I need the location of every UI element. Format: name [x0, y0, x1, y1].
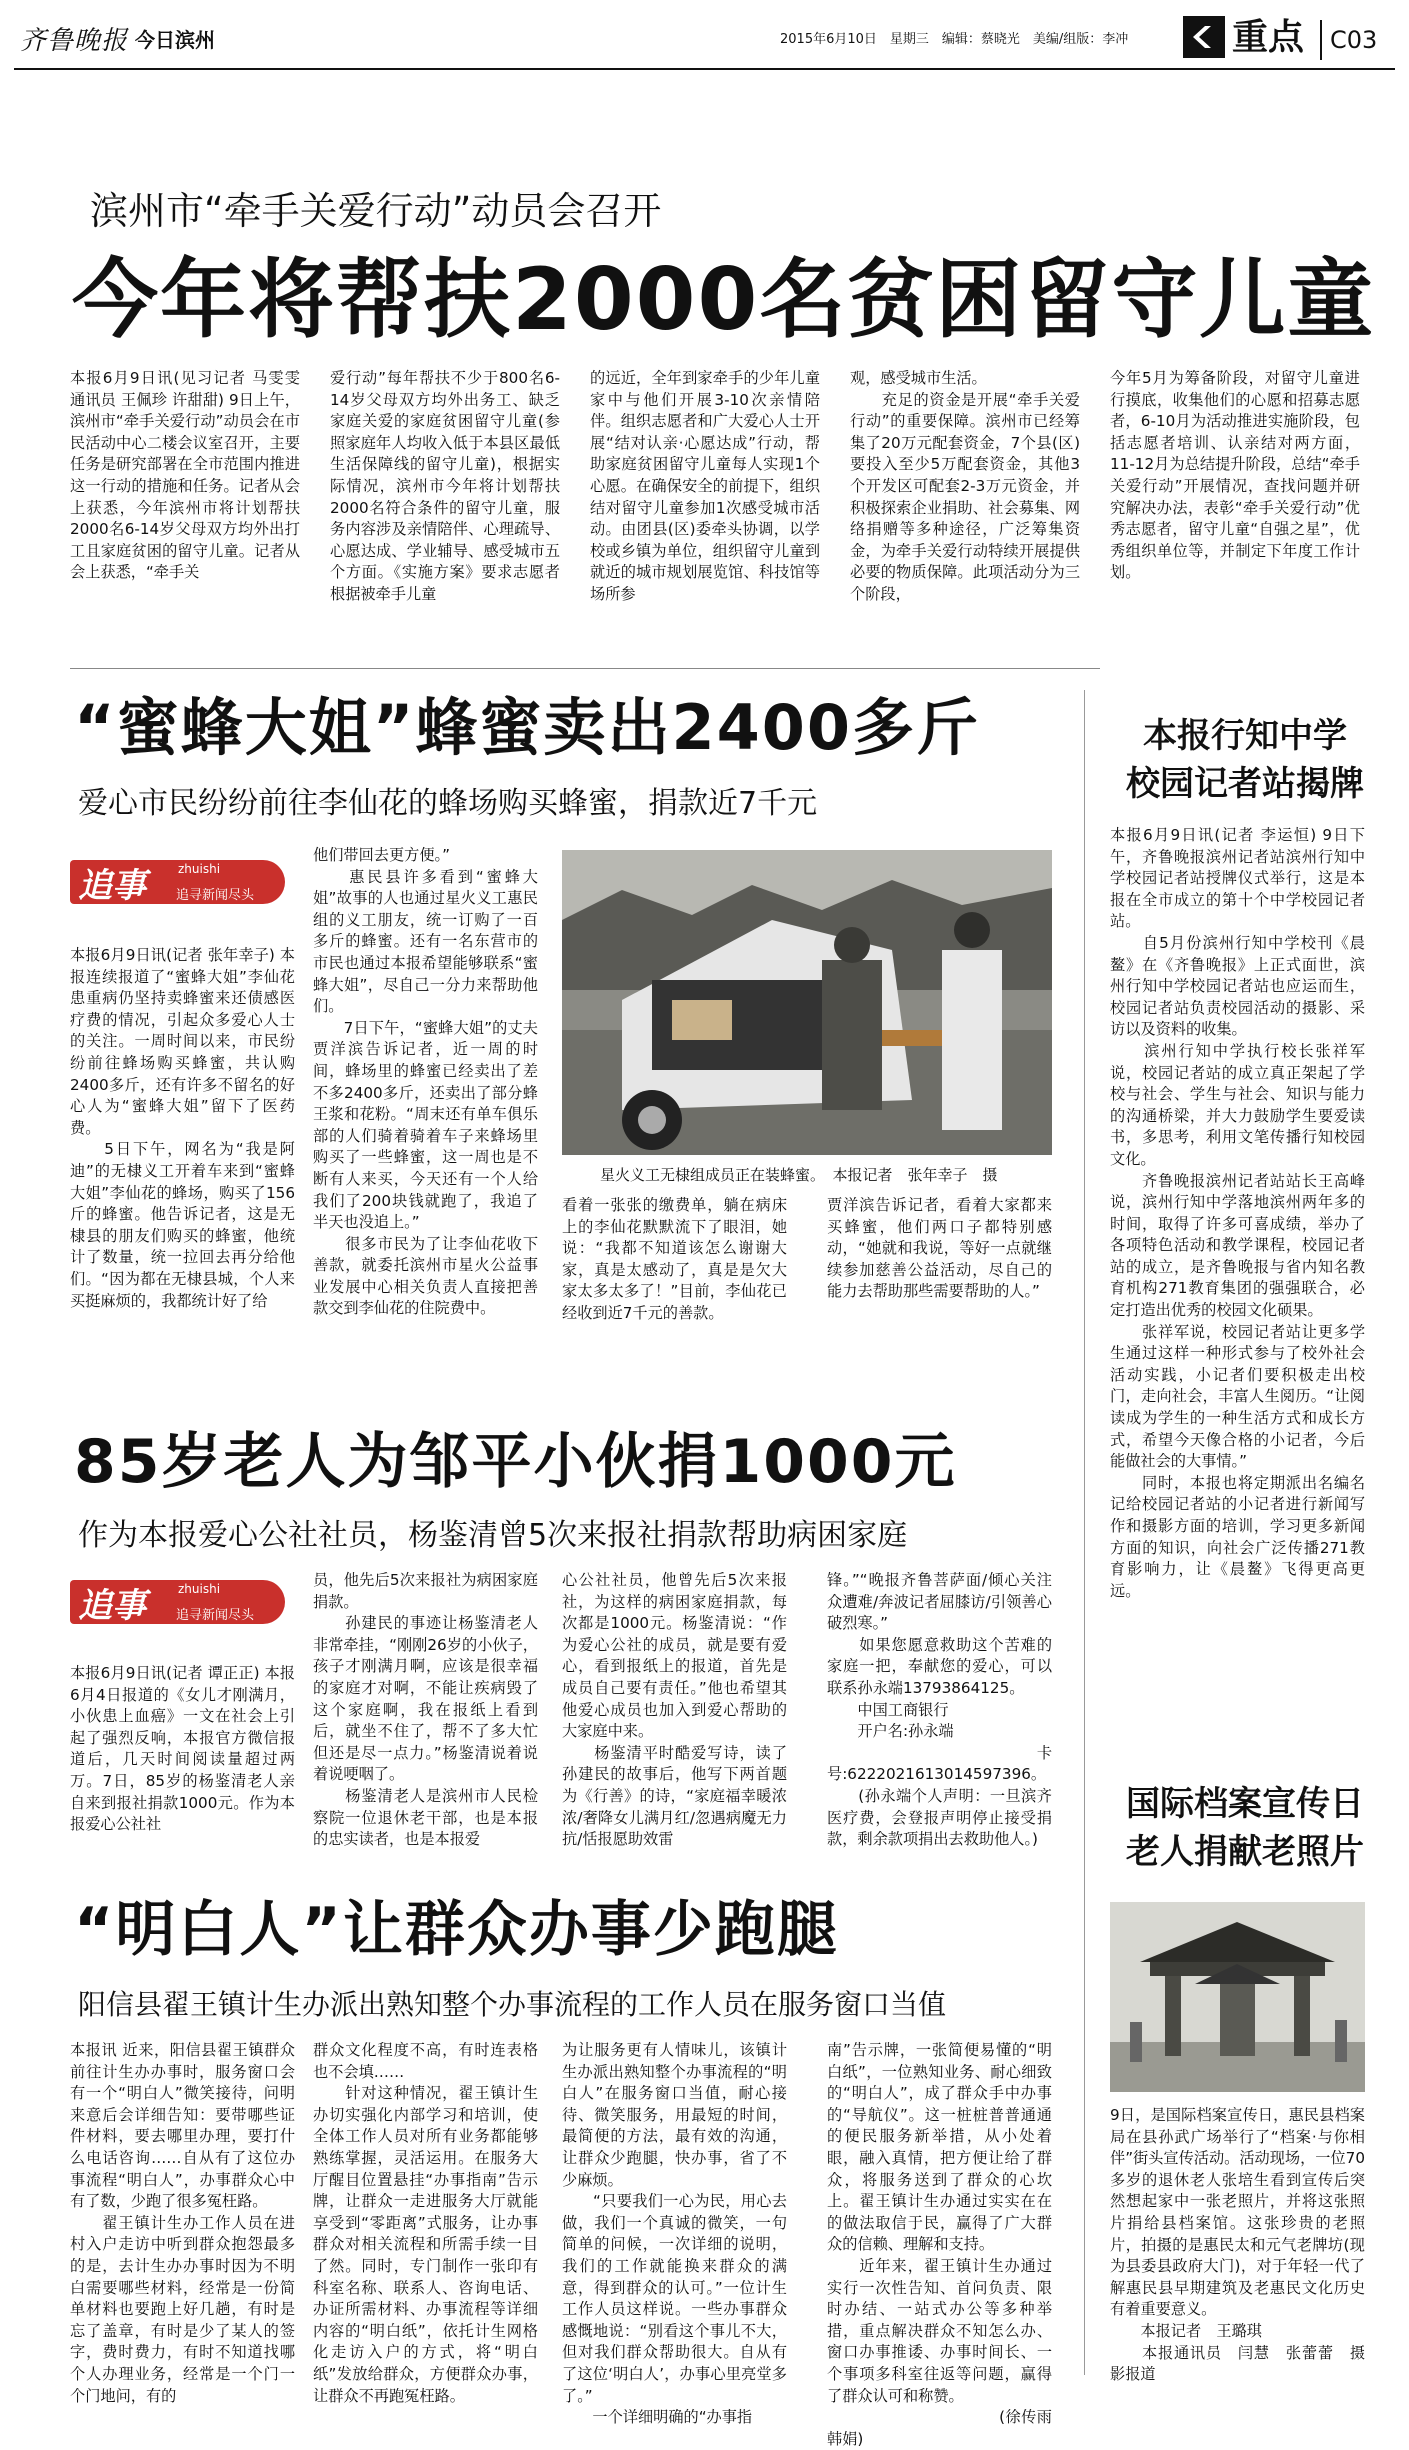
story4-col-3: 为让服务更有人情味儿，该镇计生办派出熟知整个办事流程的“明白人”在服务窗口当值，耐心接待、微笑服务，用最短的时间，最简便的方法，最有效的沟通，让群众少跑腿，快办事，省了不少麻烦。 “只要我们一心为民，用心去做，我们一个真诚的微笑，一句简单的问候，一次详细的说明，我们的工作就能换来群众的满意，得到群众的认可。”一位计生工作人员这样说。一些办事群众感慨地说：“别看这个事儿不大，但对我们群众帮助很大。自从有了这位‘明白人’，办事心里亮堂多了。” 一个详细明确的“办事指 [562, 2041, 787, 2427]
story4-headline: “明白人”让群众办事少跑腿 [74, 1895, 839, 1965]
story2-tag-main: 追事 [78, 866, 146, 906]
story2-photo-caption: 星火义工无棣组成员正在装蜂蜜。 本报记者 张年幸子 摄 [600, 1166, 998, 1184]
story3-tag [70, 1570, 290, 1642]
story1-headline: 今年将帮扶2000名贫困留守儿童 [72, 250, 1376, 350]
story3-headline: 85岁老人为邹平小伙捐1000元 [74, 1427, 957, 1497]
story1-col-1: 本报6月9日讯(见习记者 马雯雯 通讯员 王佩珍 许甜甜) 9日上午，滨州市“牵手关爱行动”动员会在市民活动中心二楼会议室召开，主要任务是研究部署在全市范围内推进这一行动的措施和任务。记者从会上获悉，今年滨州市将计划帮扶2000名6-14岁父母双方均外出打工且家庭贫困的留守儿童。记者从会上获悉，“牵手关 [70, 369, 300, 582]
story2-tag [70, 850, 290, 922]
header-label: 重点 [1232, 17, 1305, 58]
sidebar1-body: 本报6月9日讯(记者 李运恒) 9日下午，齐鲁晚报滨州记者站滨州行知中学校园记者站授牌仪式举行，这是本报在全市成立的第十个中学校园记者站。 自5月份滨州行知中学校刊《晨鳌》在《齐鲁晚报》上正式面世，滨州行知中学校园记者站也应运而生，校园记者站负责校园活动的摄影、采访以及资料的收集。 滨州行知中学执行校长张祥军说，校园记者站的成立真正架起了学校与社会、学生与社会、知识与能力的沟通桥梁，并大力鼓励学生要爱读书，多思考，利用文笔传播行知校园文化。 齐鲁晚报滨州记者站站长王高峰说，滨州行知中学落地滨州两年多的时间，取得了许多可喜成绩，举办了各项特色活动和教学课程，校园记者站的成立，是齐鲁晚报与省内知名教育机构271教育集团的强强联合，必定打造出优秀的校园文化硕果。 张祥军说，校园记者站让更多学生通过这样一种形式参与了校外社会活动实践，小记者们要积极走出校门，走向社会，丰富人生阅历。“让阅读成为学生的一种生活方式和成长方式，希望今天像合格的小记者，今后能做社会的大事情。” 同时，本报也将定期派出名编名记给校园记者站的小记者进行新闻写作和摄影方面的培训，学习更多新闻方面的知识，向社会广泛传播271教育影响力，让《晨鳌》飞得更高更远。 [1110, 826, 1365, 1600]
sidebar-divider [1084, 690, 1085, 2375]
story2-col-3: 看着一张张的缴费单，躺在病床上的李仙花默默流下了眼泪，她说：“我都不知道该怎么谢谢大家，真是太感动了，真是是欠大家太多太多了！”目前，李仙花已经收到近7千元的善款。 [562, 1196, 787, 1322]
story2-col-1: 本报6月9日讯(记者 张年幸子) 本报连续报道了“蜜蜂大姐”李仙花患重病仍坚持卖蜂蜜来还债感医疗费的情况，引起众多爱心人士的关注。一周时间以来，市民纷纷前往蜂场购买蜂蜜，共认购2400多斤，还有许多不留名的好心人为“蜜蜂大姐”留下了医药费。 5日下午，网名为“我是阿迪”的无棣义工开着车来到“蜜蜂大姐”李仙花的蜂场，购买了156斤的蜂蜜。他告诉记者，这是无棣县的朋友们购买的蜂蜜，他统计了数量，统一拉回去再分给他们。“因为都在无棣县城，个人来买挺麻烦的，我都统计好了给 [70, 946, 295, 1310]
story2-tag-sub: 追寻新闻尽头 [176, 888, 255, 903]
story4-col-4: 南”告示牌，一张简便易懂的“明白纸”，一位熟知业务、耐心细致的“明白人”，成了群众手中办事的“导航仪”。这一桩桩普普通通的便民服务新举措，从小处着眼，融入真情，把方便让给了群众，将服务送到了群众的心坎上。翟王镇计生办通过实实在在的做法取信于民，赢得了广大群众的信赖、理解和支持。 近年来，翟王镇计生办通过实行一次性告知、首问负责、限时办结、一站式办公等多种举措，重点解决群众不知怎么办、窗口办事推诿、办事时间长、一个事项多科室往返等问题，赢得了群众认可和称赞。 (徐传雨 韩娟) [827, 2041, 1052, 2448]
story3-col-4: 锋。”“晚报齐鲁菩萨面/倾心关注众遭难/奔波记者屈膝访/引领善心破烈寒。” 如果您愿意救助这个苦难的家庭一把，奉献您的爱心，可以联系孙永端13793864125。 中国工商银行 开户名:孙永端 卡号:6222021613014597396。 (孙永端个人声明：一旦滨齐医疗费，会登报声明停止接受捐款，剩余款项捐出去救助他人。) [827, 1571, 1052, 1849]
story3-tag-main: 追事 [78, 1586, 146, 1626]
header-meta: 2015年6月10日 星期三 编辑：蔡晓光 美编/组版：李冲 [780, 32, 1129, 47]
story3-col-3: 心公社社员，他曾先后5次来报社，为这样的病困家庭捐款，每次都是1000元。杨鉴清说：“作为爱心公社的成员，就是要有爱心，看到报纸上的报道，首先是成员自己要有责任。”他也希望其他爱心成员也加入到爱心帮助的大家庭中来。 杨鉴清平时酷爱写诗，读了孙建民的故事后，他写下两首题为《行善》的诗，“家庭福幸暖浓浓/奢降女儿满月红/忽遇病魔无力抗/恬报愿助效雷 [562, 1571, 787, 1849]
story3-col-1: 本报6月9日讯(记者 谭正正) 本报6月4日报道的《女儿才刚满月，小伙患上血癌》一文在社会上引起了强烈反响，本报官方微信报道后，几天时间阅读量超过两万。7日，85岁的杨鉴清老人亲自来到报社捐款1000元。作为本报爱心公社社 [70, 1664, 295, 1834]
story4-subhead: 阳信县翟王镇计生办派出熟知整个办事流程的工作人员在服务窗口当值 [78, 1988, 947, 2021]
story1-col-5: 今年5月为筹备阶段，对留守儿童进行摸底，收集他们的心愿和招募志愿者，6-10月为活动推进实施阶段，包括志愿者培训、认亲结对两方面，11-12月为总结提升阶段，总结“牵手关爱行动”开展情况，查找问题并研究解决办法，表彰“牵手关爱行动”优秀志愿者，留守儿童“自强之星”，优秀组织单位等，并制定下年度工作计划。 [1110, 369, 1360, 582]
story1-col-3: 的远近，全年到家牵手的少年儿童家中与他们开展3-10次亲情陪伴。组织志愿者和广大爱心人士开展“结对认亲·心愿达成”行动，帮助家庭贫困留守儿童每人实现1个心愿。在确保安全的前提下，组织结对留守儿童参加1次感受城市活动。由团县(区)委牵头协调，以学校或乡镇为单位，组织留守儿童到就近的城市规划展览馆、科技馆等场所参 [590, 369, 820, 603]
sidebar2-body: 9日，是国际档案宣传日，惠民县档案局在县孙武广场举行了“档案·与你相伴”街头宣传活动。活动现场，一位70多岁的退休老人张培生看到宣传后突然想起家中一张老照片，并将这张照片捐给县档案馆。这张珍贵的老照片，拍摄的是惠民太和元气老牌坊(现为县委县政府大门)，对于年轻一代了解惠民县早期建筑及老惠民文化历史有着重要意义。 本报记者 王璐琪 本报通讯员 闫慧 张蕾蕾 摄影报道 [1110, 2106, 1366, 2384]
story2-subhead: 爱心市民纷纷前往李仙花的蜂场购买蜂蜜，捐款近7千元 [78, 786, 818, 821]
story3-tag-sub: 追寻新闻尽头 [176, 1608, 255, 1623]
story1-kicker: 滨州市“牵手关爱行动”动员会召开 [90, 189, 662, 233]
header-arrow-icon [1183, 16, 1225, 58]
sidebar2-photo [1110, 1902, 1365, 2092]
story2-col-4: 贾洋滨告诉记者，看着大家都来买蜂蜜，他们两口子都特别感动，“她就和我说，等好一点就继续参加慈善公益活动，尽自己的能力去帮助那些需要帮助的人。” [827, 1196, 1052, 1301]
story3-tag-pinyin: zhuishi [178, 1582, 221, 1596]
story3-col-2: 员，他先后5次来报社为病困家庭捐款。 孙建民的事迹让杨鉴清老人非常牵挂，“刚刚26岁的小伙子，孩子才刚满月啊，应该是很幸福的家庭才对啊，不能让疾病毁了这个家庭啊，我在报纸上看到后，就坐不住了，帮不了多大忙但还是尽一点力。”杨鉴清说着说着说哽咽了。 杨鉴清老人是滨州市人民检察院一位退休老干部，也是本报的忠实读者，也是本报爱 [313, 1571, 538, 1849]
story1-col-4: 观，感受城市生活。 充足的资金是开展“牵手关爱行动”的重要保障。滨州市已经筹集了20万元配套资金，7个县(区)要投入至少5万配套资金，其他3个开发区可配套2-3万元资金，并积极探索企业捐助、社会募集、网络捐赠等多种途径，广泛筹集资金，为牵手关爱行动特续开展提供必要的物质保障。此项活动分为三个阶段， [850, 369, 1080, 603]
story3-subhead: 作为本报爱心公社社员，杨鉴清曾5次来报社捐款帮助病困家庭 [78, 1518, 908, 1553]
sidebar1-title-line1: 本报行知中学 [1143, 716, 1347, 756]
sidebar2-title-line2: 老人捐献老照片 [1126, 1832, 1364, 1872]
story4-col-2: 群众文化程度不高，有时连表格也不会填…… 针对这种情况，翟王镇计生办切实强化内部学习和培训，使全体工作人员对所有业务都能够熟练掌握，灵活运用。在服务大厅醒目位置悬挂“办事指南”告示牌，让群众一走进服务大厅就能享受到“零距离”式服务，让办事群众对相关流程和所需手续一目了然。同时，专门制作一张印有科室名称、联系人、咨询电话、办证所需材料、办事流程等详细内容的“明白纸”，依托计生网格化走访入户的方式，将“明白纸”发放给群众，方便群众办事，让群众不再跑冤枉路。 [313, 2041, 538, 2405]
sidebar1-title-line2: 校园记者站揭牌 [1126, 764, 1364, 804]
story2-photo [562, 850, 1052, 1155]
story2-col-2: 他们带回去更方便。” 惠民县许多看到“蜜蜂大姐”故事的人也通过星火义工惠民组的义工朋友，统一订购了一百多斤的蜂蜜。还有一名东营市的市民也通过本报希望能够联系“蜜蜂大姐”，尽自己一分力来帮助他们。 7日下午，“蜜蜂大姐”的丈夫贾洋滨告诉记者，近一周的时间，蜂场里的蜂蜜已经卖出了差不多2400多斤，还卖出了部分蜂王浆和花粉。“周末还有单车俱乐部的人们骑着骑着车子来蜂场里购买了一些蜂蜜，这一周也是不断有人来买，今天还有一个人给我们了200块钱就跑了，我追了半天也没追上。” 很多市民为了让李仙花收下善款，就委托滨州市星火公益事业发展中心相关负责人直接把善款交到李仙花的住院费中。 [313, 846, 538, 1318]
story4-col-1: 本报讯 近来，阳信县翟王镇群众前往计生办办事时，服务窗口会有一个“明白人”微笑接待，问明来意后会详细告知：要带哪些证件材料，要去哪里办理，要打什么电话咨询……自从有了这位办事流程“明白人”，办事群众心中有了数，少跑了很多冤枉路。 翟王镇计生办工作人员在进村入户走访中听到群众抱怨最多的是，去计生办办事时因为不明白需要哪些材料，经常是一份简单材料也要跑上好几趟，有时是忘了盖章，有时是少了某人的签字，费时费力，有时不知道找哪个人办理业务，经常是一个门一个门地问，有的 [70, 2041, 295, 2405]
story2-tag-pinyin: zhuishi [178, 862, 221, 876]
story1-col-2: 爱行动”每年帮扶不少于800名6-14岁父母双方均外出务工、缺乏家庭关爱的家庭贫困留守儿童(参照家庭年人均收入低于本县区最低生活保障线的留守儿童)，根据实际情况，滨州市今年将计划帮扶2000名符合条件的留守儿童，服务内容涉及亲情陪伴、心理疏导、心愿达成、学业辅导、感受城市五个方面。《实施方案》要求志愿者根据被牵手儿童 [330, 369, 560, 603]
masthead-paper-name: 齐鲁晚报 [20, 26, 129, 56]
page-number: C03 [1330, 26, 1378, 54]
sidebar2-title-line1: 国际档案宣传日 [1126, 1784, 1364, 1824]
story2-headline: “蜜蜂大姐”蜂蜜卖出2400多斤 [74, 691, 981, 764]
header-rule [14, 68, 1395, 70]
masthead-section: 今日滨州 [135, 28, 215, 52]
